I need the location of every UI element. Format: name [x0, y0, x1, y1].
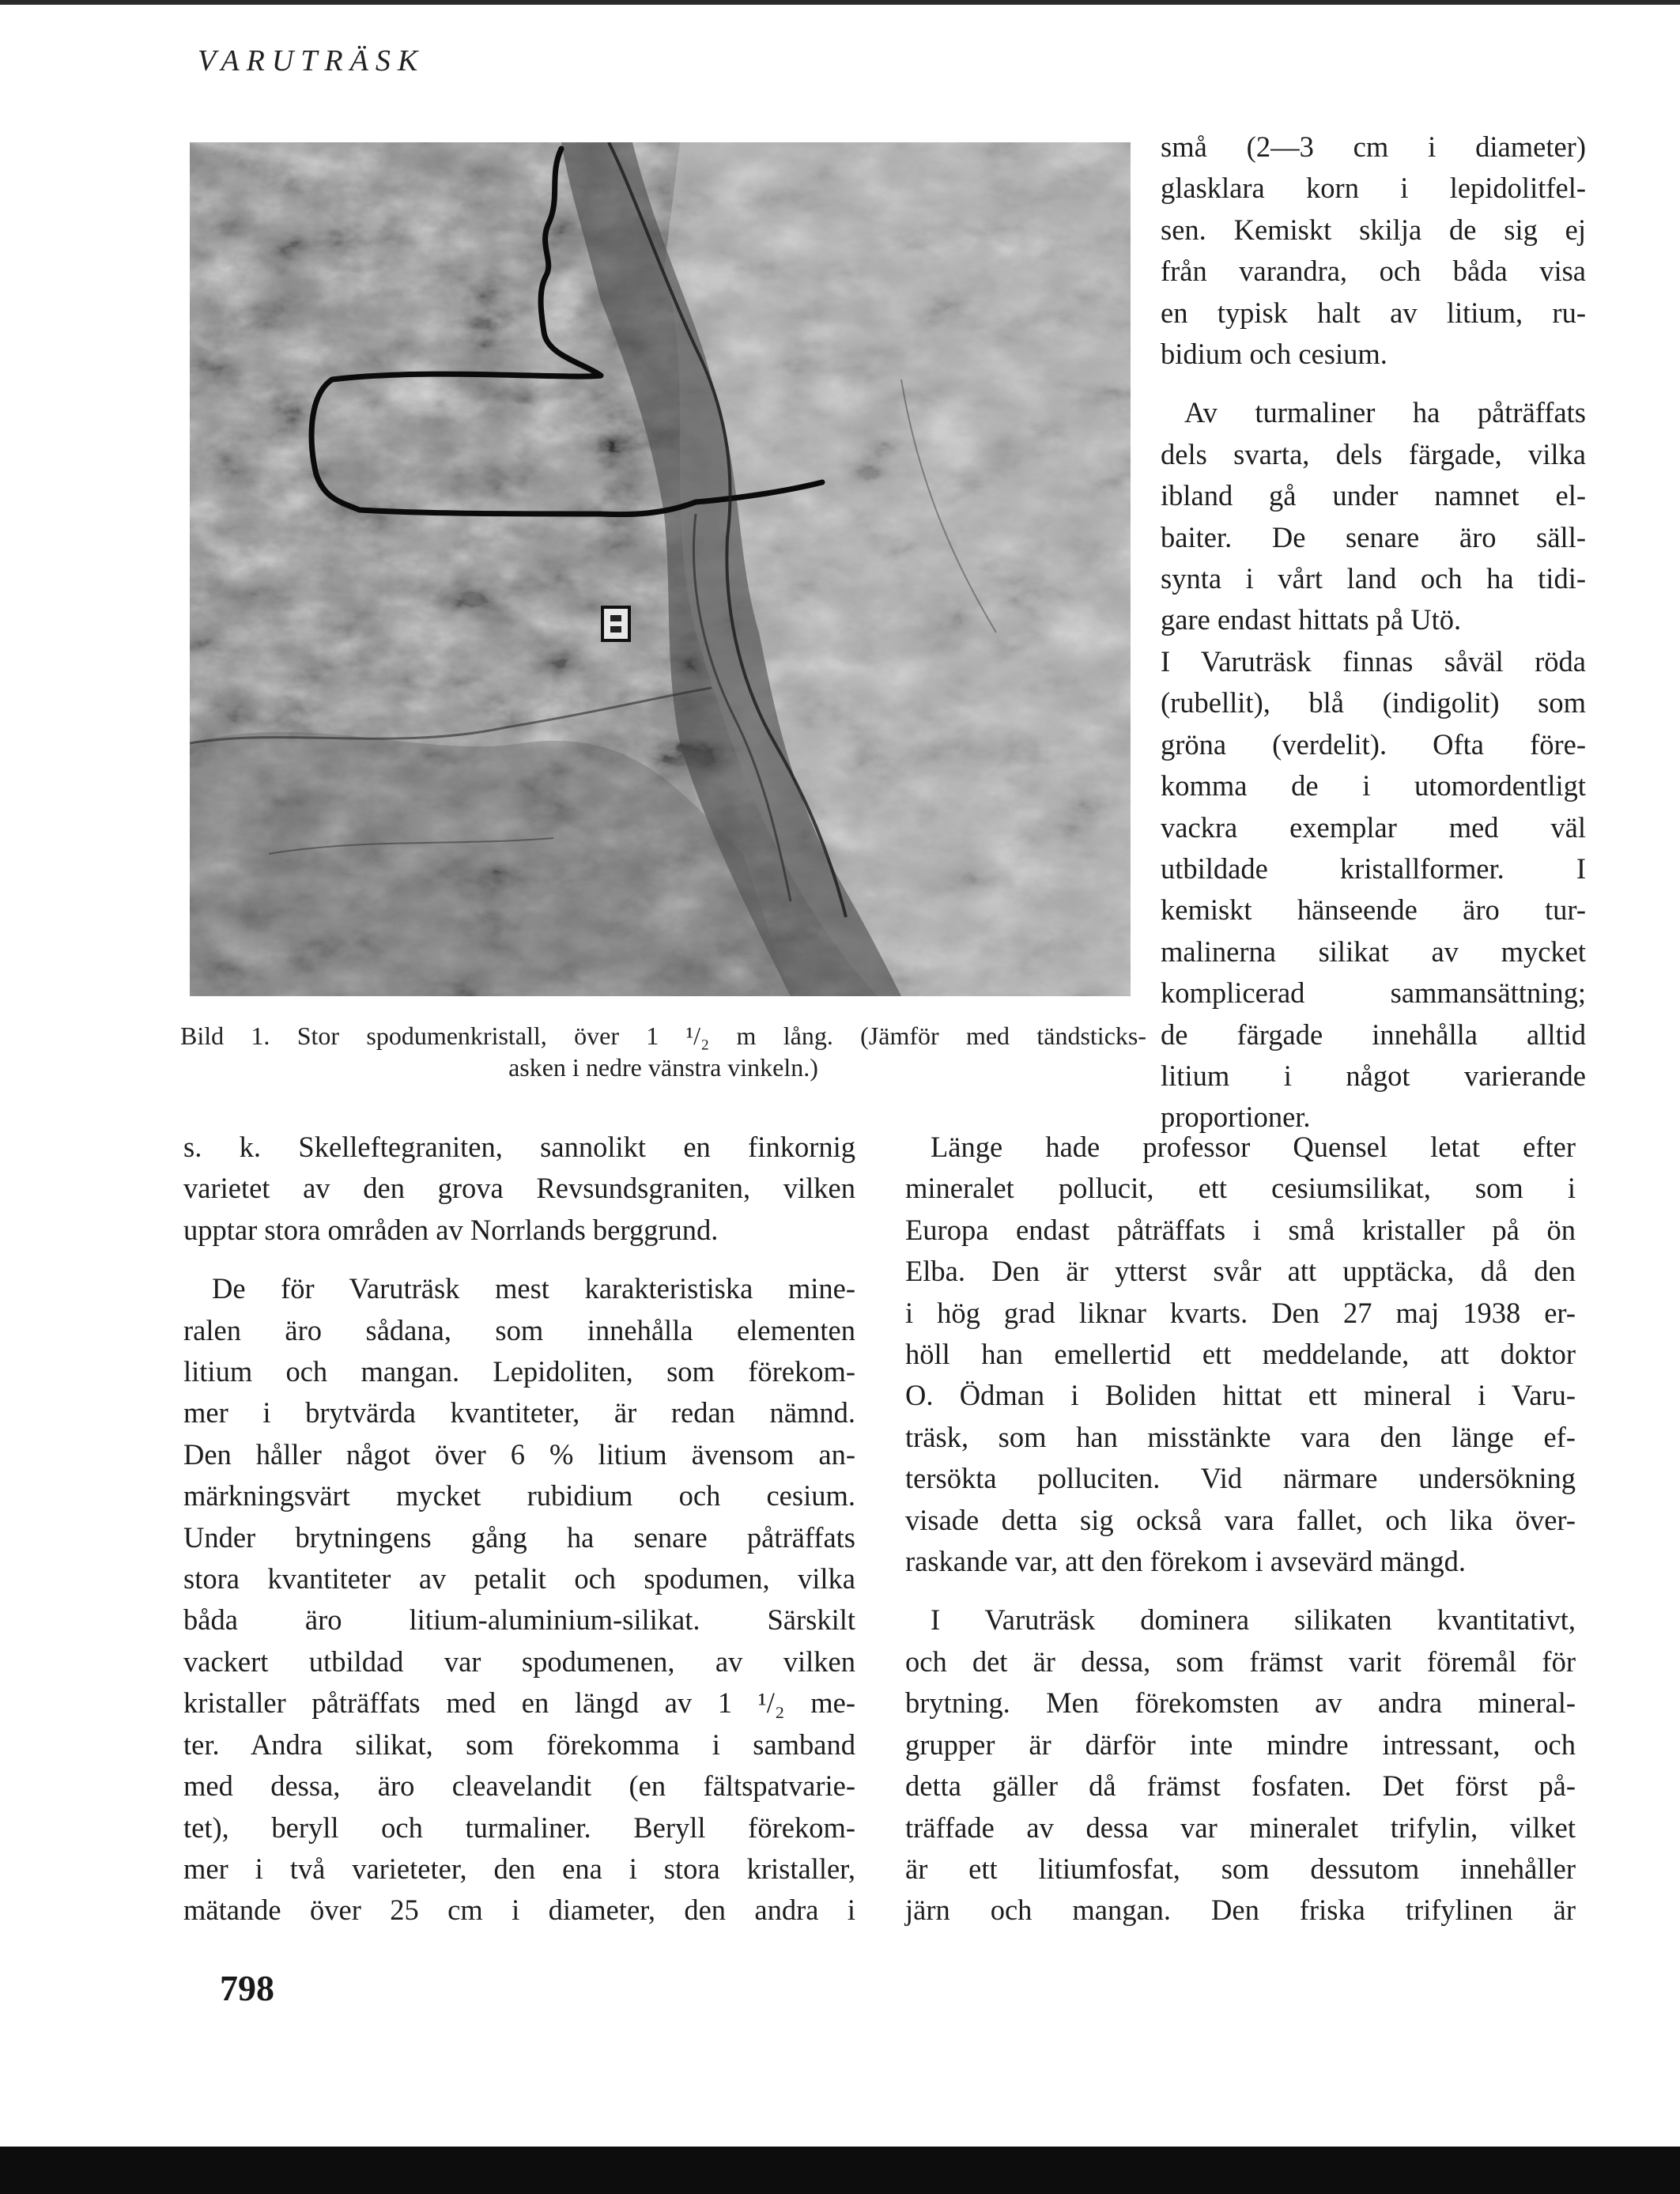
paragraph [1161, 392, 1586, 1138]
text-line: järn och mangan. Den friska trifylinen är [905, 1894, 1576, 1927]
text-line: upptar stora områden av Norrlands berggrund. [183, 1213, 719, 1246]
text-line: De för Varuträsk mest karakteristiska mine- [212, 1272, 855, 1305]
text-line: brytning. Men förekomsten av andra mineral- [905, 1686, 1576, 1720]
text-line: vackra exemplar med väl [1161, 810, 1586, 844]
text-line: baiter. De senare äro säll- [1161, 520, 1586, 553]
text-line: O. Ödman i Boliden hittat ett mineral i Varu- [905, 1379, 1576, 1412]
scan-border [0, 2147, 1680, 2194]
text-line: gare endast hittats på Utö. [1161, 603, 1462, 636]
text-line: mer i brytvärda kvantiteter, är redan nämnd. [183, 1396, 855, 1429]
text-line: litium i något varierande [1161, 1059, 1586, 1092]
text-line: från varandra, och båda visa [1161, 255, 1586, 288]
text-line: utbildade kristallformer. I [1161, 852, 1586, 885]
text-line: (rubellit), blå (indigolit) som [1161, 686, 1586, 719]
text-line: ibland gå under namnet el- [1161, 479, 1586, 512]
text-line: ralen äro sådana, som innehålla elementen [183, 1313, 855, 1346]
text-line: och det är dessa, som främst varit föremål för [905, 1645, 1576, 1678]
caption-line: asken i nedre vänstra vinkeln.) [508, 1053, 818, 1082]
text-line: Länge hade professor Quensel letat efter [931, 1131, 1576, 1163]
text-line: mineralet pollucit, ett cesiumsilikat, som i [905, 1172, 1576, 1205]
text-line: kemiskt hänseende äro tur- [1161, 893, 1586, 927]
text-line: träsk, som han misstänkte vara den länge ef- [905, 1420, 1576, 1453]
text-line: detta gäller då främst fosfaten. Det först på- [905, 1769, 1576, 1803]
text-line: s. k. Skelleftegraniten, sannolikt en finkornig [183, 1131, 855, 1163]
text-line: mer i två varieteter, den ena i stora kristaller, [183, 1852, 855, 1885]
text-line: märkningsvärt mycket rubidium och cesium. [183, 1479, 855, 1512]
paragraph [183, 1268, 855, 1932]
text-line: malinerna silikat av mycket [1161, 935, 1586, 968]
text-line: träffade av dessa var mineralet trifylin, vilket [905, 1811, 1576, 1844]
text-line: Elba. Den är ytterst svår att upptäcka, då den [905, 1255, 1576, 1288]
page-number: 798 [220, 1968, 274, 2008]
text-line: ter. Andra silikat, som förekomma i samband [183, 1728, 855, 1761]
paragraph [183, 1127, 855, 1251]
text-line: båda äro litium-aluminium-silikat. Särskilt [183, 1603, 855, 1637]
text-line: Under brytningens gång ha senare påträffats [183, 1520, 855, 1554]
text-line: visade detta sig också vara fallet, och lika över- [905, 1503, 1576, 1536]
paragraph [905, 1127, 1576, 1582]
text-line: sen. Kemiskt skilja de sig ej [1161, 213, 1586, 246]
figure-caption [180, 1020, 1146, 1083]
text-line: Europa endast påträffats i små kristaller på ön [905, 1213, 1576, 1246]
text-line: Av turmaliner ha påträffats [1184, 396, 1586, 429]
spodumene-crystal-photo [190, 142, 1131, 996]
text-line: synta i vårt land och ha tidi- [1161, 562, 1586, 595]
running-head: VARUTRÄSK [198, 44, 425, 77]
left-column [183, 1127, 855, 1932]
text-line: komma de i utomordentligt [1161, 769, 1586, 802]
text-line: glasklara korn i lepidolitfel- [1161, 172, 1586, 205]
text-line: I Varuträsk finnas såväl röda [1161, 644, 1586, 678]
text-line: är ett litiumfosfat, som dessutom innehåller [905, 1852, 1576, 1885]
text-line: komplicerad sammansättning; [1161, 976, 1586, 1010]
text-line: tersökta polluciten. Vid närmare undersökning [905, 1462, 1576, 1495]
text-line: en typisk halt av litium, ru- [1161, 296, 1586, 329]
paragraph [905, 1599, 1576, 1931]
text-line: dels svarta, dels färgade, vilka [1161, 437, 1586, 470]
text-line: höll han emellertid ett meddelande, att doktor [905, 1338, 1576, 1371]
right-column [1161, 127, 1586, 1139]
text-line: små (2—3 cm i diameter) [1161, 130, 1586, 163]
text-line: mätande över 25 cm i diameter, den andra i [183, 1894, 855, 1927]
text-line: i hög grad liknar kvarts. Den 27 maj 1938 er- [905, 1296, 1576, 1329]
text-line: kristaller påträffats med en längd av 1 ¹/₂ me- [183, 1686, 855, 1720]
text-line: stora kvantiteter av petalit och spodumen, vilka [183, 1562, 855, 1595]
middle-column [905, 1127, 1576, 1932]
caption-line: Bild 1. Stor spodumenkristall, över 1 ¹/₂ m lång. (Jämför med tändsticks- [180, 1021, 1146, 1050]
text-line: de färgade innehålla alltid [1161, 1018, 1586, 1051]
text-line: raskande var, att den förekom i avsevärd mängd. [905, 1545, 1467, 1578]
paragraph [1161, 127, 1586, 375]
text-line: varietet av den grova Revsundsgraniten, vilken [183, 1172, 855, 1205]
text-line: med dessa, äro cleavelandit (en fältspatvarie- [183, 1769, 855, 1803]
text-line: tet), beryll och turmaliner. Beryll förekom- [183, 1811, 855, 1844]
text-line: litium och mangan. Lepidoliten, som förekom- [183, 1355, 855, 1388]
text-line: proportioner. [1161, 1101, 1311, 1134]
text-line: bidium och cesium. [1161, 338, 1387, 371]
text-line: I Varuträsk dominera silikaten kvantitativt, [931, 1603, 1576, 1637]
text-line: vackert utbildad var spodumenen, av vilken [183, 1645, 855, 1678]
text-line: grupper är därför inte mindre intressant, och [905, 1728, 1576, 1761]
text-line: Den håller något över 6 % litium ävensom an- [183, 1437, 855, 1471]
text-line: gröna (verdelit). Ofta före- [1161, 727, 1586, 761]
top-rule [0, 0, 1680, 5]
